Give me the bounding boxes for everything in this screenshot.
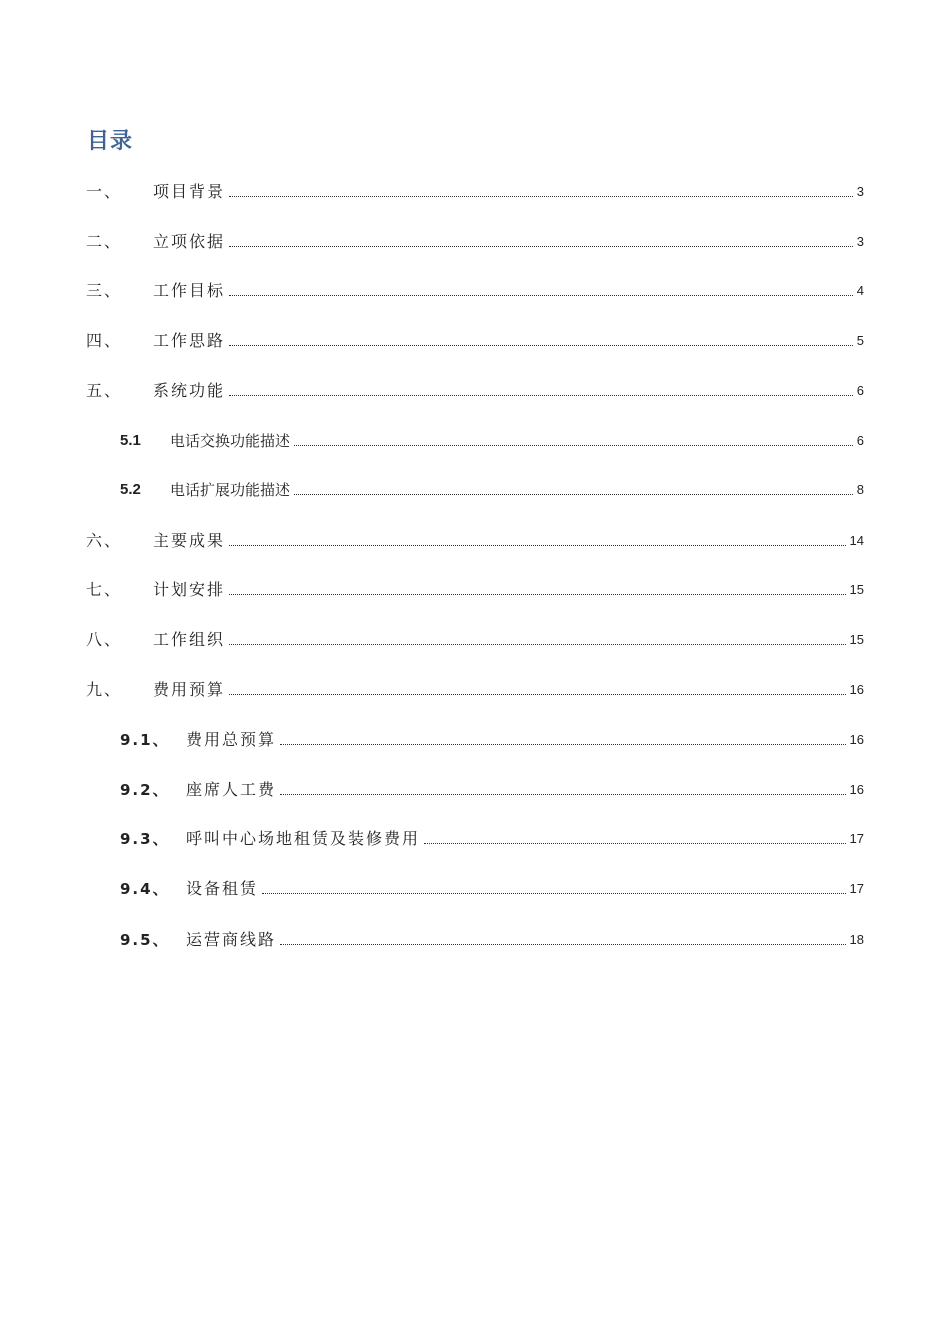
toc-entry[interactable] bbox=[120, 875, 864, 899]
toc-entry[interactable] bbox=[86, 576, 864, 600]
toc-entry-text: 主要成果 bbox=[153, 531, 226, 550]
toc-entry-text: 工作目标 bbox=[153, 281, 226, 300]
toc-entry-number: 五、 bbox=[86, 381, 123, 400]
toc-entry[interactable] bbox=[86, 676, 864, 700]
toc-entry-page: 5 bbox=[856, 333, 864, 348]
toc-entry[interactable] bbox=[86, 327, 864, 351]
toc-entry-number: 七、 bbox=[86, 580, 123, 599]
toc-entry-text: 电话交换功能描述 bbox=[170, 432, 291, 450]
toc-entry-text: 电话扩展功能描述 bbox=[170, 481, 291, 499]
toc-entry-number: 三、 bbox=[86, 281, 123, 300]
toc-dot-leader bbox=[229, 643, 846, 645]
toc-entry[interactable] bbox=[120, 476, 864, 500]
toc-entry-text: 运营商线路 bbox=[186, 930, 277, 949]
toc-dot-leader bbox=[229, 344, 853, 346]
toc-dot-leader bbox=[294, 444, 853, 446]
toc-entry-text: 系统功能 bbox=[153, 381, 226, 400]
toc-dot-leader bbox=[229, 195, 853, 197]
toc-entry[interactable] bbox=[120, 776, 864, 800]
toc-entry-page: 4 bbox=[856, 283, 864, 298]
toc-entry[interactable] bbox=[120, 726, 864, 750]
toc-entry[interactable] bbox=[120, 926, 864, 950]
toc-dot-leader bbox=[280, 943, 846, 945]
toc-entry-page: 6 bbox=[856, 383, 864, 398]
toc-entry-text: 座席人工费 bbox=[186, 780, 277, 799]
toc-entry-number: 9.5、 bbox=[120, 931, 170, 949]
toc-entry[interactable] bbox=[120, 427, 864, 451]
toc-entry-number: 9.3、 bbox=[120, 830, 170, 848]
toc-dot-leader bbox=[280, 743, 846, 745]
toc-entry-page: 3 bbox=[856, 184, 864, 199]
toc-entry-number: 5.1 bbox=[120, 432, 141, 449]
toc-entry-number: 八、 bbox=[86, 630, 123, 649]
toc-entry-page: 18 bbox=[849, 932, 864, 947]
toc-entry-text: 项目背景 bbox=[153, 182, 226, 201]
toc-entry[interactable] bbox=[86, 626, 864, 650]
toc-dot-leader bbox=[424, 842, 846, 844]
toc-entry-page: 15 bbox=[849, 582, 864, 597]
toc-dot-leader bbox=[229, 544, 846, 546]
toc-entry-page: 16 bbox=[849, 682, 864, 697]
toc-dot-leader bbox=[294, 493, 853, 495]
toc-entry-number: 四、 bbox=[86, 331, 123, 350]
toc-entry-number: 二、 bbox=[86, 232, 123, 251]
toc-entry[interactable] bbox=[86, 527, 864, 551]
toc-entry[interactable] bbox=[86, 228, 864, 252]
toc-entry-text: 工作思路 bbox=[153, 331, 226, 350]
toc-entry-number: 5.2 bbox=[120, 481, 141, 498]
toc-dot-leader bbox=[229, 294, 853, 296]
toc-entry-page: 14 bbox=[849, 533, 864, 548]
toc-entry-text: 立项依据 bbox=[153, 232, 226, 251]
toc-dot-leader bbox=[262, 892, 846, 894]
toc-entry-text: 计划安排 bbox=[153, 580, 226, 599]
toc-entry-text: 设备租赁 bbox=[186, 879, 259, 898]
toc-title: 目录 bbox=[87, 129, 134, 154]
toc-dot-leader bbox=[229, 693, 846, 695]
toc-entry-page: 15 bbox=[849, 632, 864, 647]
toc-entry-number: 9.4、 bbox=[120, 880, 170, 898]
toc-entry-page: 16 bbox=[849, 732, 864, 747]
toc-dot-leader bbox=[229, 245, 853, 247]
toc-entry-text: 工作组织 bbox=[153, 630, 226, 649]
toc-entry-text: 费用预算 bbox=[153, 680, 226, 699]
toc-entry-number: 六、 bbox=[86, 531, 123, 550]
toc-entry-text: 费用总预算 bbox=[186, 730, 277, 749]
toc-entry[interactable] bbox=[86, 178, 864, 202]
toc-entry-page: 16 bbox=[849, 782, 864, 797]
toc-entry-number: 9.2、 bbox=[120, 781, 170, 799]
toc-entry-number: 9.1、 bbox=[120, 731, 170, 749]
toc-entry-page: 17 bbox=[849, 831, 864, 846]
toc-entry-page: 17 bbox=[849, 881, 864, 896]
toc-entry-page: 3 bbox=[856, 234, 864, 249]
toc-entry-number: 九、 bbox=[86, 680, 123, 699]
toc-entry-page: 8 bbox=[856, 482, 864, 497]
toc-entry[interactable] bbox=[86, 277, 864, 301]
toc-entry-number: 一、 bbox=[86, 182, 123, 201]
toc-dot-leader bbox=[229, 394, 853, 396]
toc-entry[interactable] bbox=[86, 377, 864, 401]
toc-entry[interactable] bbox=[120, 825, 864, 849]
toc-entry-page: 6 bbox=[856, 433, 864, 448]
toc-dot-leader bbox=[229, 593, 846, 595]
toc-dot-leader bbox=[280, 793, 846, 795]
toc-entry-text: 呼叫中心场地租赁及装修费用 bbox=[186, 829, 421, 848]
